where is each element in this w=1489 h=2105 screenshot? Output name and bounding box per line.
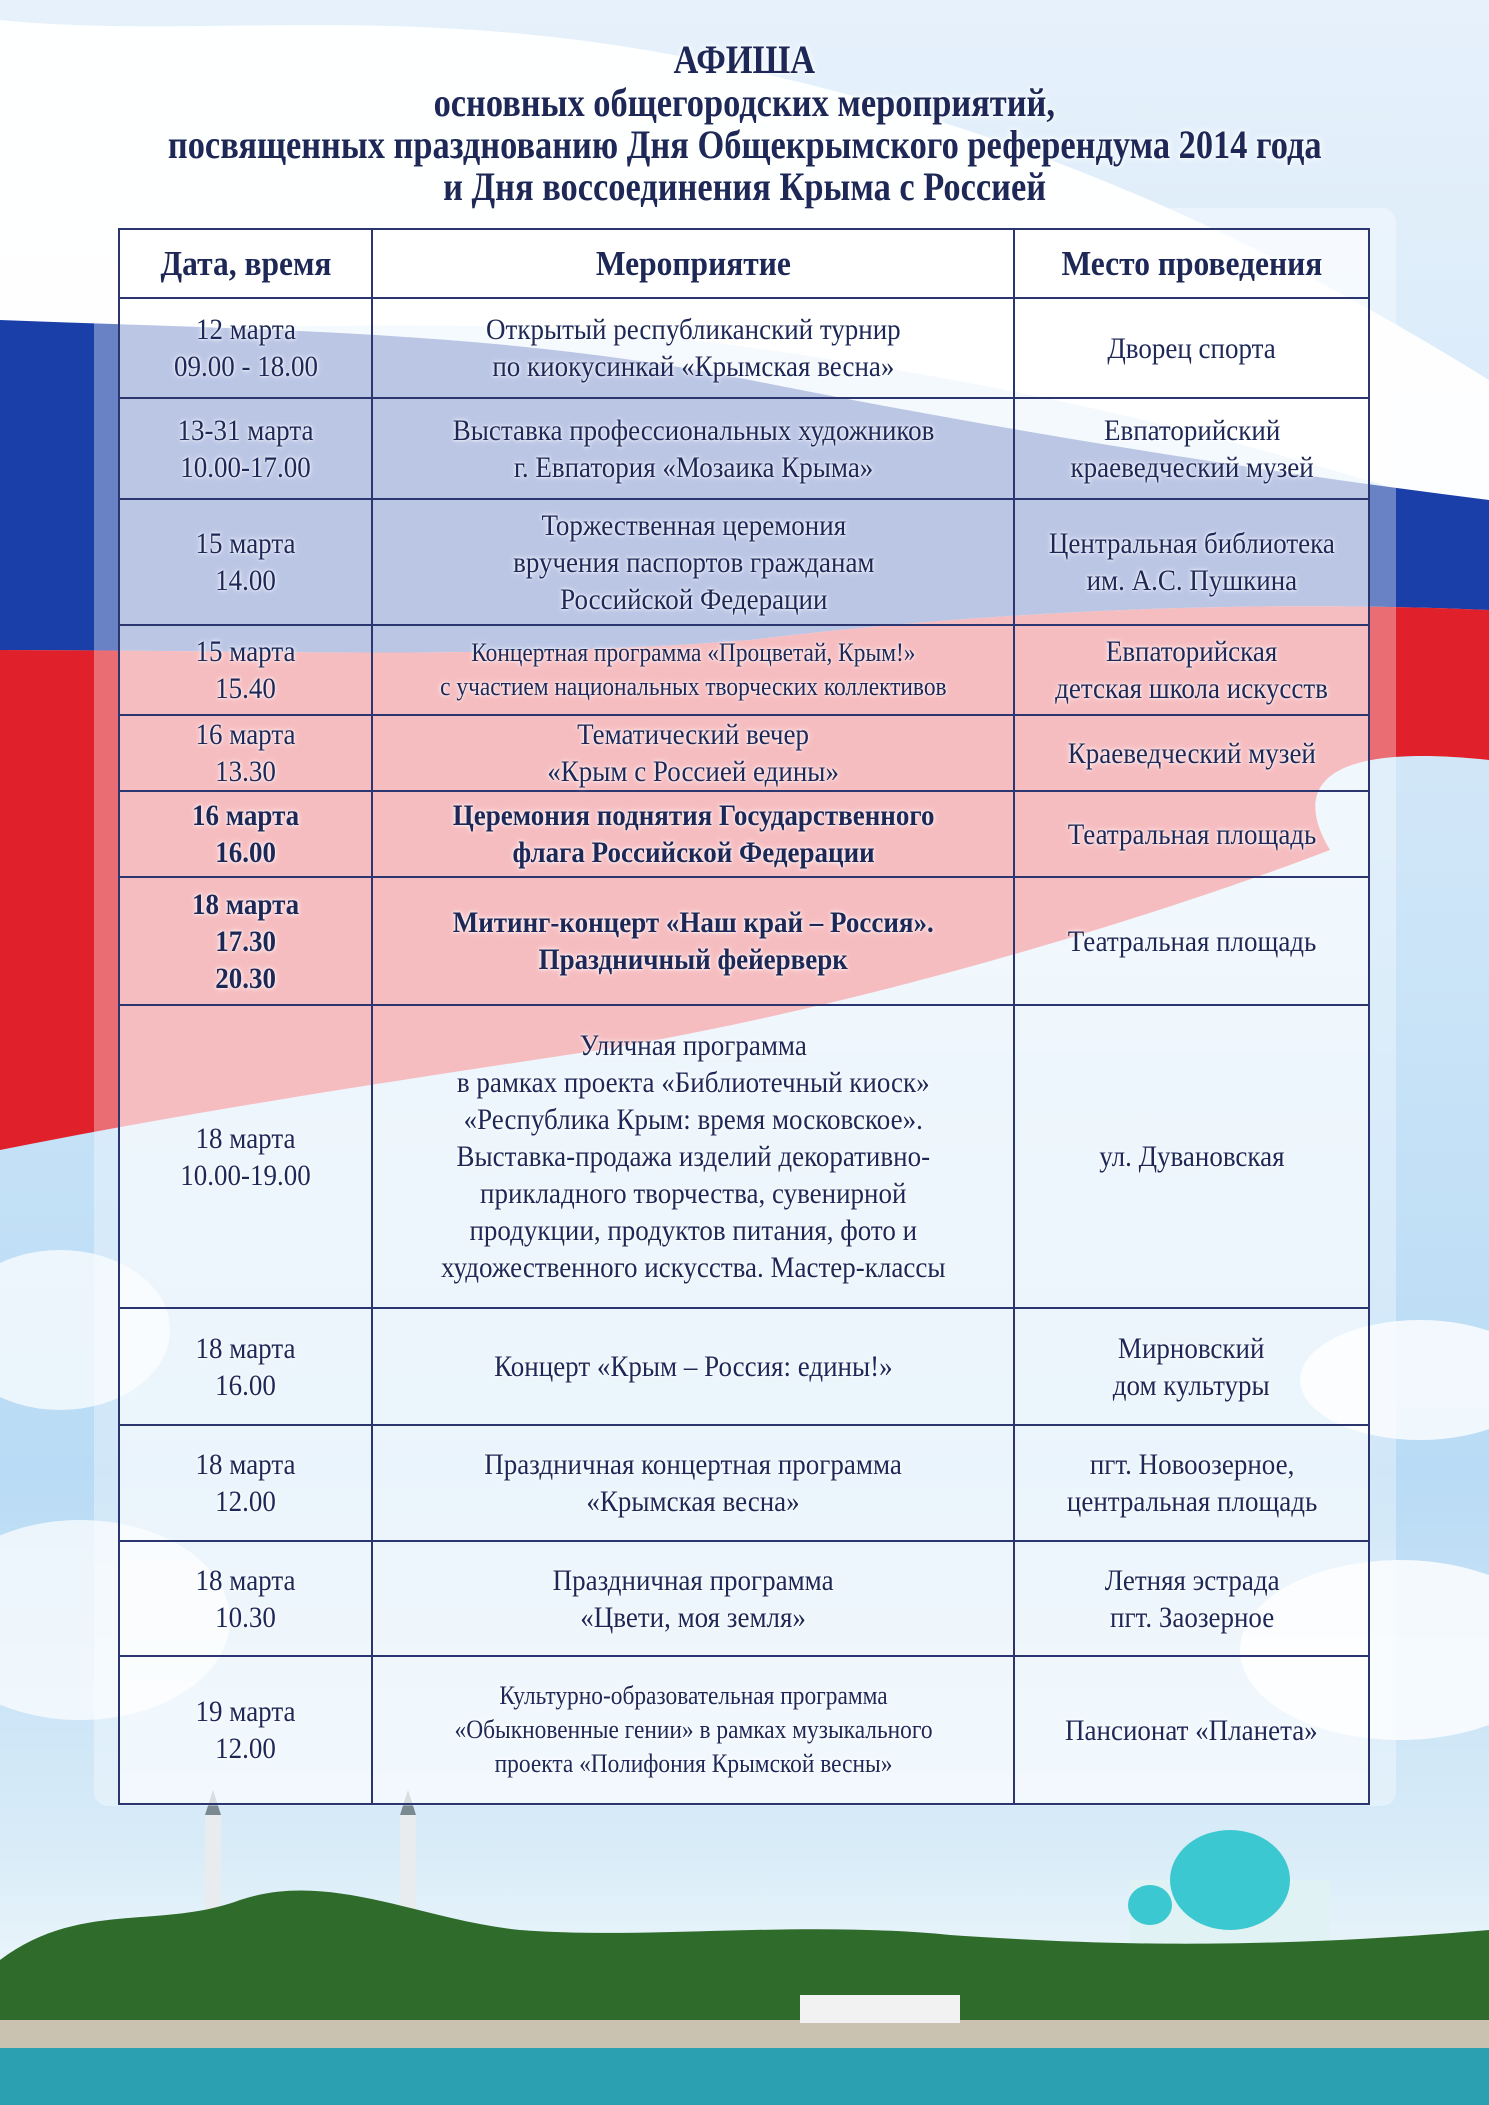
table-row (119, 877, 1369, 1005)
event-cell (372, 1656, 1014, 1804)
place-cell-text (1049, 525, 1335, 599)
place-cell (1014, 398, 1369, 499)
text-line: 18 марта (195, 1331, 296, 1365)
header-place (1014, 229, 1369, 298)
events-table (118, 228, 1370, 1805)
place-cell-text (1066, 1446, 1316, 1520)
text-line: продукции, продуктов питания, фото и (469, 1214, 918, 1247)
text-line: 18 марта (195, 1448, 296, 1481)
text-line: 18 марта (192, 887, 300, 921)
text-line: 10.30 (215, 1600, 277, 1634)
text-line: г. Евпатория «Мозаика Крыма» (513, 450, 874, 484)
text-line: 14.00 (215, 564, 277, 597)
place-cell-text (1067, 816, 1316, 853)
place-cell (1014, 1541, 1369, 1656)
text-line: 18 марта (195, 1563, 296, 1597)
text-line: ул. Дувановская (1099, 1140, 1285, 1173)
event-cell-text (547, 716, 839, 790)
event-cell (372, 625, 1014, 715)
event-cell (372, 499, 1014, 625)
text-line: 12.00 (215, 1732, 277, 1765)
date-cell (119, 298, 372, 398)
text-line: 12 марта (195, 313, 296, 346)
event-cell (372, 1005, 1014, 1308)
text-line: Евпаторийский (1103, 413, 1280, 447)
table-row (119, 715, 1369, 791)
title-line: АФИША (673, 37, 816, 82)
text-line: 20.30 (215, 961, 277, 995)
date-cell (119, 877, 372, 1005)
header-date (119, 229, 372, 298)
text-line: Евпаторийская (1105, 635, 1278, 668)
place-cell-text (1099, 1138, 1284, 1175)
text-line: Концерт «Крым – Россия: едины!» (494, 1350, 893, 1383)
event-cell-text (452, 797, 934, 871)
table-row (119, 791, 1369, 877)
event-cell (372, 1308, 1014, 1425)
text-line: Пансионат «Планета» (1065, 1713, 1319, 1747)
place-cell (1014, 715, 1369, 791)
text-line: 10.00-19.00 (180, 1158, 311, 1192)
table-row (119, 1308, 1369, 1425)
date-cell-text (174, 311, 318, 385)
date-cell-text (196, 1693, 296, 1767)
poster-subtitle-1 (0, 82, 1489, 124)
date-cell (119, 791, 372, 877)
event-cell-text (441, 1027, 945, 1286)
text-line: «Цвети, моя земля» (580, 1600, 807, 1634)
text-line: Торжественная церемония (541, 508, 846, 542)
place-cell-text (1055, 633, 1328, 707)
date-cell (119, 625, 372, 715)
text-line: «Республика Крым: время московское». (463, 1103, 923, 1136)
title-line: и Дня воссоединения Крыма с Россией (443, 164, 1046, 209)
text-line: «Крым с Россией едины» (547, 755, 840, 788)
text-line: Праздничная программа (552, 1563, 834, 1597)
date-cell (119, 1005, 372, 1308)
date-cell-text (196, 1562, 296, 1636)
date-cell (119, 499, 372, 625)
text-line: Культурно-образовательная программа (499, 1681, 888, 1710)
poster-subtitle-3 (0, 166, 1489, 208)
date-cell (119, 1425, 372, 1541)
event-cell-text (440, 636, 946, 704)
date-cell-text (196, 716, 296, 790)
city-skyline (0, 1790, 1489, 2105)
text-line: 15.40 (215, 672, 277, 705)
event-cell (372, 398, 1014, 499)
text-line: 09.00 - 18.00 (173, 350, 318, 383)
date-cell-text (196, 525, 296, 599)
header-label: Место проведения (1061, 243, 1323, 283)
table-row (119, 1541, 1369, 1656)
place-cell (1014, 1656, 1369, 1804)
poster-title (0, 39, 1489, 81)
event-cell (372, 1541, 1014, 1656)
text-line: краеведческий музей (1070, 450, 1314, 484)
text-line: Дворец спорта (1107, 331, 1276, 365)
text-line: Театральная площадь (1067, 924, 1316, 958)
table-row (119, 398, 1369, 499)
text-line: дом культуры (1113, 1368, 1271, 1402)
table-row (119, 1656, 1369, 1804)
text-line: Церемония поднятия Государственного (452, 799, 935, 832)
text-line: 16.00 (215, 1368, 277, 1402)
text-line: «Крымская весна» (586, 1485, 800, 1518)
date-cell-text (180, 1120, 311, 1194)
place-cell (1014, 877, 1369, 1005)
place-cell (1014, 499, 1369, 625)
text-line: 19 марта (195, 1695, 296, 1728)
text-line: им. А.С. Пушкина (1086, 564, 1297, 597)
text-line: Митинг-концерт «Наш край – Россия». (452, 906, 934, 939)
text-line: проекта «Полифония Крымской весны» (494, 1749, 893, 1778)
text-line: 15 марта (195, 527, 296, 560)
date-cell-text (192, 886, 299, 997)
text-line: по киокусинкай «Крымская весна» (492, 350, 895, 383)
place-cell-text (1108, 330, 1276, 367)
text-line: вручения паспортов гражданам (512, 545, 875, 579)
text-line: Праздничная концертная программа (484, 1448, 903, 1481)
text-line: 17.30 (215, 924, 277, 958)
date-cell-text (192, 797, 299, 871)
text-line: пгт. Заозерное (1109, 1600, 1274, 1634)
text-line: художественного искусства. Мастер-классы (441, 1251, 946, 1284)
text-line: 16.00 (215, 836, 277, 869)
header-label: Дата, время (160, 243, 332, 283)
event-cell-text (513, 507, 874, 618)
place-cell (1014, 1005, 1369, 1308)
event-cell (372, 715, 1014, 791)
table-row (119, 499, 1369, 625)
event-cell-text (553, 1562, 834, 1636)
event-cell-text (486, 311, 901, 385)
place-cell-text (1065, 1712, 1318, 1749)
text-line: Российской Федерации (559, 582, 827, 616)
date-cell-text (196, 1446, 296, 1520)
text-line: с участием национальных творческих коллективов (440, 672, 947, 701)
date-cell (119, 1656, 372, 1804)
table-row (119, 625, 1369, 715)
date-cell-text (196, 1330, 296, 1404)
text-line: 16 марта (195, 718, 296, 751)
text-line: «Обыкновенные гении» в рамках музыкального (454, 1715, 933, 1744)
text-line: Концертная программа «Процветай, Крым!» (471, 638, 916, 667)
text-line: пгт. Новоозерное, (1089, 1448, 1294, 1481)
event-cell (372, 1425, 1014, 1541)
poster-subtitle-2 (0, 124, 1489, 166)
place-cell (1014, 1308, 1369, 1425)
place-cell-text (1113, 1330, 1270, 1404)
place-cell-text (1068, 735, 1316, 772)
header-label: Мероприятие (595, 243, 791, 283)
text-line: Краеведческий музей (1067, 736, 1316, 770)
table-header-row (119, 229, 1369, 298)
text-line: прикладного творчества, сувенирной (480, 1177, 907, 1210)
text-line: детская школа искусств (1055, 672, 1329, 705)
text-line: центральная площадь (1066, 1485, 1317, 1518)
event-cell-text (453, 904, 934, 978)
date-cell (119, 398, 372, 499)
text-line: Праздничный фейерверк (538, 943, 848, 976)
text-line: Уличная программа (579, 1029, 807, 1062)
event-cell (372, 298, 1014, 398)
title-line: основных общегородских мероприятий, (433, 80, 1056, 125)
date-cell (119, 1541, 372, 1656)
text-line: Мирновский (1118, 1331, 1265, 1365)
text-line: 15 марта (195, 635, 296, 668)
text-line: Театральная площадь (1067, 817, 1316, 851)
place-cell (1014, 1425, 1369, 1541)
date-cell-text (178, 412, 314, 486)
text-line: 16 марта (192, 799, 300, 832)
table-row (119, 1425, 1369, 1541)
text-line: Выставка-продажа изделий декоративно- (456, 1140, 931, 1173)
place-cell (1014, 625, 1369, 715)
text-line: флага Российской Федерации (512, 836, 875, 869)
event-cell-text (453, 412, 935, 486)
event-cell-text (454, 1679, 932, 1781)
text-line: Выставка профессиональных художников (452, 413, 935, 447)
title-line: посвященных празднованию Дня Общекрымского референдума 2014 года (167, 122, 1322, 167)
place-cell-text (1070, 412, 1313, 486)
date-cell-text (196, 633, 296, 707)
event-cell-text (494, 1348, 892, 1385)
text-line: Центральная библиотека (1048, 527, 1335, 560)
place-cell (1014, 791, 1369, 877)
text-line: 10.00-17.00 (180, 450, 311, 484)
event-cell (372, 791, 1014, 877)
text-line: Летняя эстрада (1104, 1563, 1280, 1597)
text-line: в рамках проекта «Библиотечный киоск» (456, 1066, 930, 1099)
table-row (119, 1005, 1369, 1308)
text-line: Тематический вечер (577, 718, 810, 751)
text-line: 12.00 (215, 1485, 277, 1518)
header-event (372, 229, 1014, 298)
event-cell-text (484, 1446, 902, 1520)
event-cell (372, 877, 1014, 1005)
table-row (119, 298, 1369, 398)
text-line: 18 марта (195, 1121, 296, 1155)
place-cell-text (1104, 1562, 1279, 1636)
text-line: 13-31 марта (177, 413, 314, 447)
text-line: 13.30 (215, 755, 277, 788)
text-line: Открытый республиканский турнир (485, 313, 901, 346)
place-cell-text (1067, 923, 1316, 960)
date-cell (119, 715, 372, 791)
place-cell (1014, 298, 1369, 398)
date-cell (119, 1308, 372, 1425)
